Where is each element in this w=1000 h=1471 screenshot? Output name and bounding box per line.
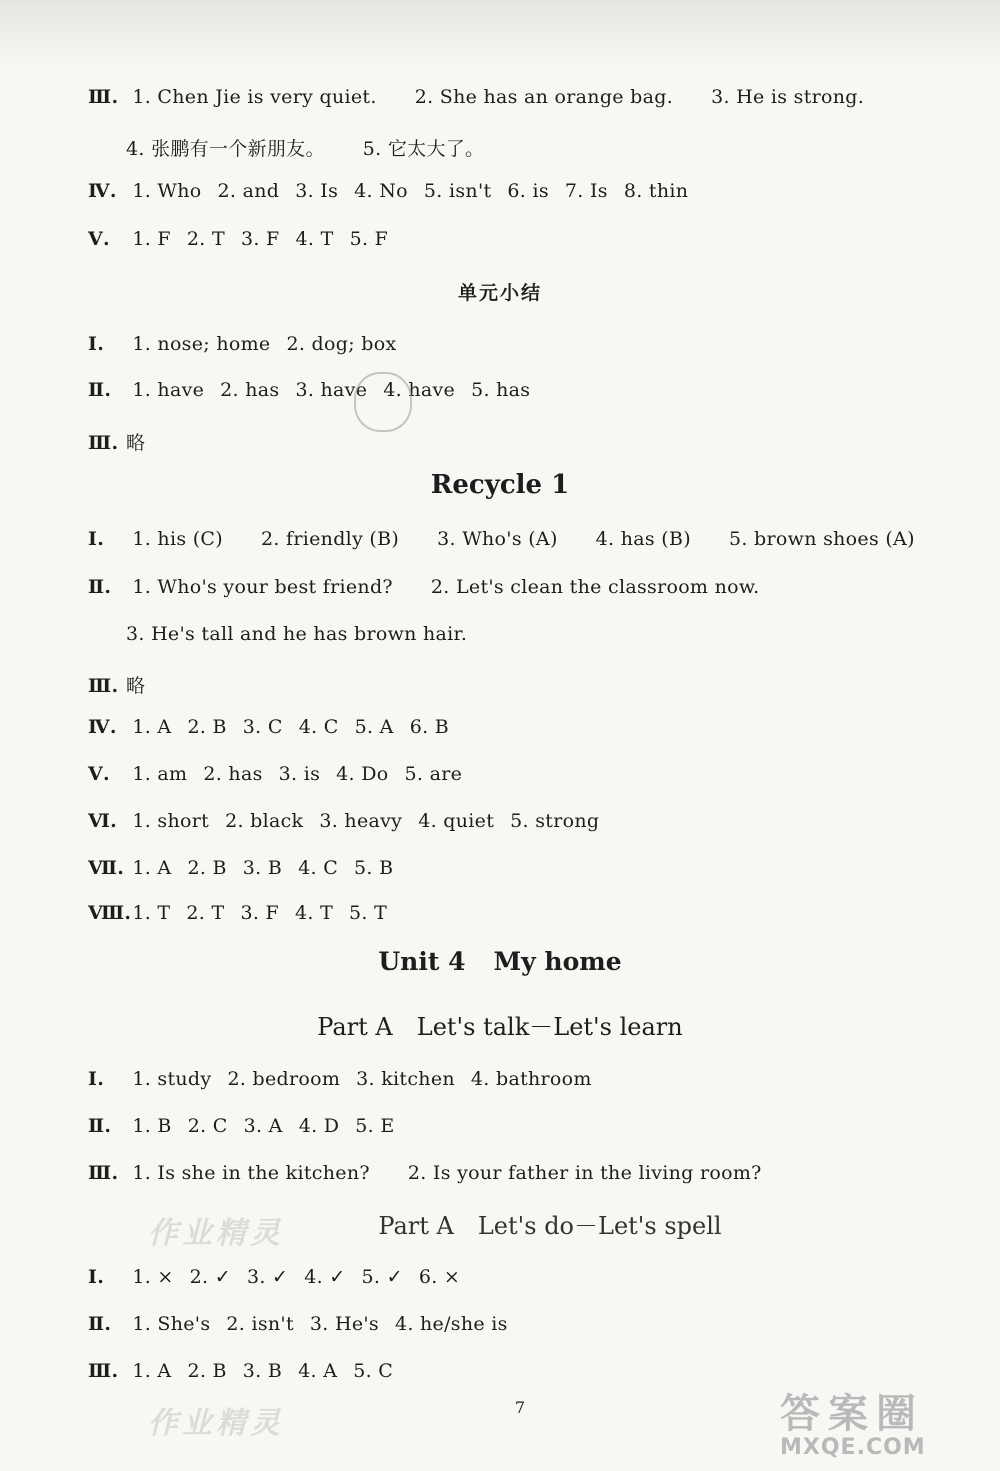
part-heading: Part A Let's talk－Let's learn <box>317 1013 683 1041</box>
ink-stamp <box>354 372 412 432</box>
answer-line: Ⅳ. 1. A 2. B 3. C 4. C 5. A 6. B <box>88 716 450 738</box>
answer-line: Ⅱ. 1. She's 2. isn't 3. He's 4. he/she is <box>88 1313 508 1335</box>
answer-line: Ⅰ. 1. his (C) 2. friendly (B) 3. Who's (A) 4. has (B) 5. brown shoes (A) <box>88 528 915 550</box>
watermark: 作业精灵 <box>148 1216 284 1251</box>
answer-line: Ⅰ. 1. × 2. ✓ 3. ✓ 4. ✓ 5. ✓ 6. × <box>88 1266 461 1288</box>
answer-line: Ⅲ. 1. A 2. B 3. B 4. A 5. C <box>88 1360 394 1382</box>
answer-line: Ⅴ. 1. F 2. T 3. F 4. T 5. F <box>88 228 389 250</box>
answer-line: Ⅵ. 1. short 2. black 3. heavy 4. quiet 5. strong <box>88 810 600 832</box>
answer-line: Ⅲ. 1. Chen Jie is very quiet. 2. She has an orange bag. 3. He is strong. <box>88 86 865 108</box>
answer-line: Ⅱ. 1. B 2. C 3. A 4. D 5. E <box>88 1115 395 1137</box>
unit-heading: Unit 4 My home <box>378 947 622 976</box>
answer-line: Ⅲ. 略 <box>88 432 146 454</box>
section-heading-recycle: Recycle 1 <box>430 470 570 500</box>
answer-line: Ⅲ. 略 <box>88 675 146 697</box>
answer-line: Ⅱ. 1. have 2. has 3. have 4. have 5. has <box>88 379 531 401</box>
watermark: 作业精灵 <box>148 1406 284 1441</box>
answer-line: Ⅰ. 1. study 2. bedroom 3. kitchen 4. bathroom <box>88 1068 592 1090</box>
answer-line: 3. He's tall and he has brown hair. <box>126 623 468 645</box>
scan-shadow <box>0 0 1000 70</box>
answer-line: Ⅲ. 1. Is she in the kitchen? 2. Is your father in the living room? <box>88 1162 762 1184</box>
part-heading: Part A Let's do－Let's spell <box>378 1212 722 1240</box>
site-logo: 答案圈 MXQE.COM <box>780 1391 926 1460</box>
page-number: 7 <box>514 1398 526 1417</box>
answer-line: Ⅰ. 1. nose; home 2. dog; box <box>88 333 397 355</box>
answer-line: Ⅶ. 1. A 2. B 3. B 4. C 5. B <box>88 857 394 879</box>
answer-line: Ⅷ. 1. T 2. T 3. F 4. T 5. T <box>88 902 388 924</box>
answer-line: Ⅱ. 1. Who's your best friend? 2. Let's clean the classroom now. <box>88 576 760 598</box>
answer-line: Ⅳ. 1. Who 2. and 3. Is 4. No 5. isn't 6. is 7. Is 8. thin <box>88 180 689 202</box>
answer-line: 4. 张鹏有一个新朋友。 5. 它太大了。 <box>126 138 485 160</box>
section-heading-summary: 单元小结 <box>457 282 542 304</box>
answer-line: Ⅴ. 1. am 2. has 3. is 4. Do 5. are <box>88 763 463 785</box>
